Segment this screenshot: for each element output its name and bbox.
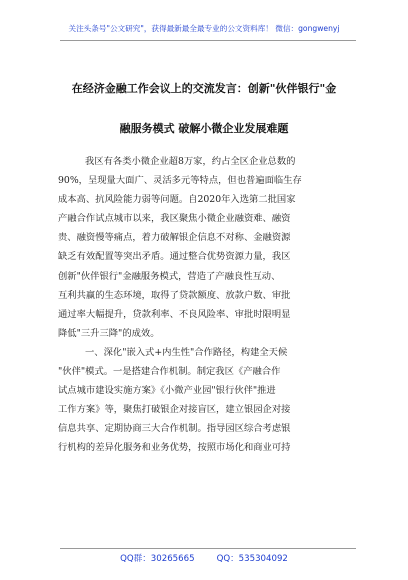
body-paragraph-1 [58,152,358,343]
text-line: 工作方案》等，聚焦打破银企对接盲区，建立银园企对接 [58,404,291,416]
body-paragraph-2 [58,343,358,458]
text-line: 90%，呈现量大面广、灵活多元等特点，但也普遍面临生存 [58,175,302,187]
text-line: 通过率大幅提升，贷款利率、不良风险率、审批时限明显 [58,308,291,320]
text-line: 贵、融资慢等痛点，着力破解银企信息不对称、金融资源 [58,232,291,244]
text-line: 成本高、抗风险能力弱等问题。自2020年入选第二批国家 [58,194,296,206]
footer-qq-group: QQ群：30265665 [120,554,195,564]
text-line: 产融合作试点城市以来，我区聚焦小微企业融资难、融资 [58,213,291,225]
header-banner: 关注头条号"公文研究"，获得最新最全最专业的公文资料库！ 微信：gongwenyj [68,24,340,33]
footer-contact [0,552,408,564]
footer-qq: QQ：535304092 [216,554,288,564]
text-line: 一、深化"嵌入式+内生性"合作路径，构建全天候 [85,347,288,358]
text-line: 缺乏有效配置等突出矛盾。通过整合优势资源力量，我区 [58,251,291,263]
text-line: 创新"伙伴银行"金融服务模式，营造了产融良性互动、 [58,270,281,282]
text-line: 信息共享、定期协商三大合作机制。指导园区综合考虑银 [58,423,291,435]
text-line: 互利共赢的生态环境，取得了贷款额度、放款户数、审批 [58,289,291,301]
document-title-line-1: 在经济金融工作会议上的交流发言：创新"伙伴银行"金 [71,82,337,95]
text-line: 行机构的差异化服务和业务优势，按照市场化和商业可持 [58,442,291,454]
text-line: 我区有各类小微企业超8万家，约占全区企业总数的 [85,156,296,167]
footer-divider [60,548,356,549]
text-line: 试点城市建设实施方案》《小微产业园"银行伙伴"推进 [58,385,276,397]
text-line: 降低"三升三降"的成效。 [58,327,160,339]
text-line: "伙伴"模式。一是搭建合作机制。制定我区《产融合作 [58,366,281,378]
document-title-line-2: 融服务模式 破解小微企业发展难题 [119,122,289,135]
header-divider [60,40,356,41]
